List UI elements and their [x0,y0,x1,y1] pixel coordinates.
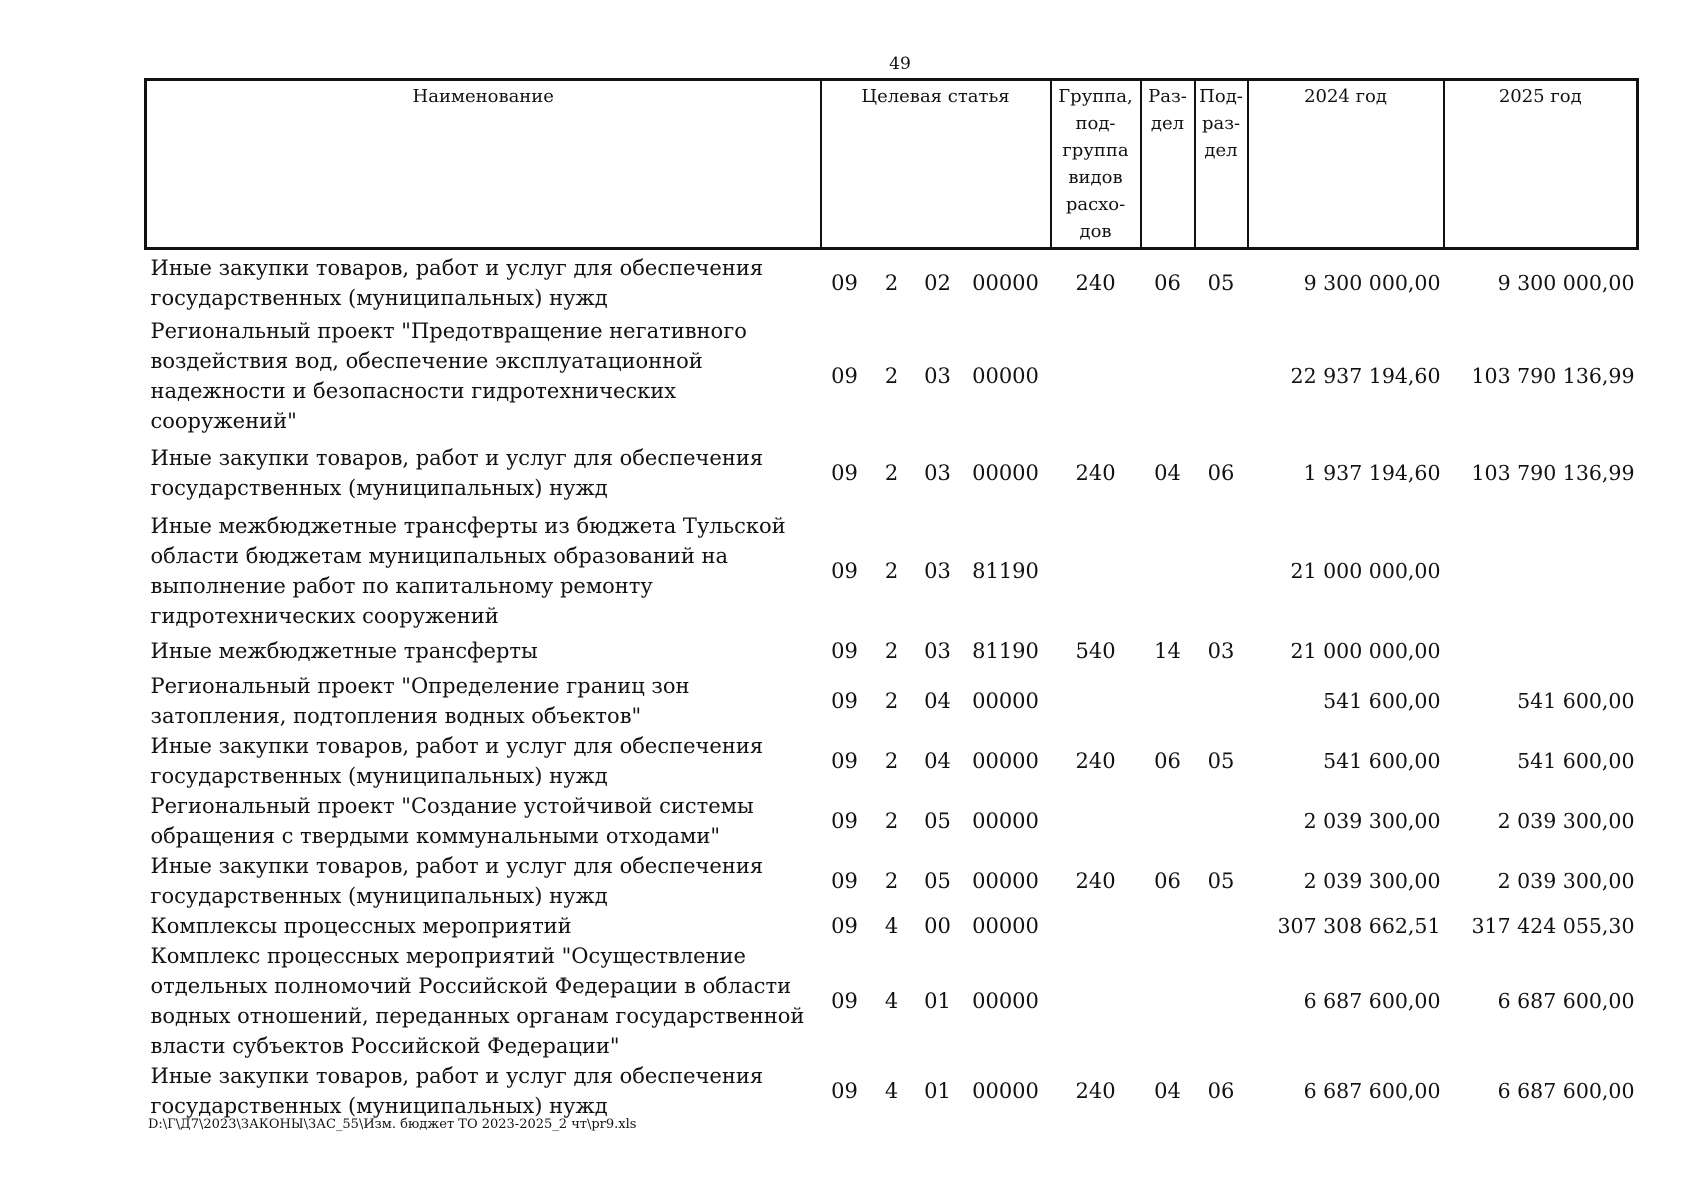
row-amount-2025: 9 300 000,00 [1497,270,1635,295]
row-target-event: 05 [924,868,951,893]
row-subsection [1195,511,1248,631]
row-amount-2024: 21 000 000,00 [1290,638,1441,663]
row-target-event: 04 [924,688,951,713]
row-group: 240 [1075,461,1116,485]
row-target-event: 05 [924,808,951,833]
row-target-program: 09 [831,638,858,663]
row-amount-2024: 2 039 300,00 [1303,868,1441,893]
row-section [1141,941,1195,1061]
row-group: 240 [1075,868,1116,893]
row-target-direction: 00000 [972,913,1039,938]
row-subsection: 03 [1207,638,1235,663]
row-subsection [1195,316,1248,436]
row-name: Иные закупки товаров, работ и услуг для обеспечения государственных (муниципальных) нужд [150,853,764,908]
row-name: Иные межбюджетные трансферты из бюджета Тульской области бюджетам муниципальных образований на выполнение работ по капитальному ремонту гидротехнических сооружений [150,513,786,628]
row-amount-2025: 2 039 300,00 [1497,808,1635,833]
row-section [1141,791,1195,851]
row-section: 06 [1154,270,1181,295]
row-target-program: 09 [831,558,858,583]
row-amount-2024: 307 308 662,51 [1277,913,1441,938]
row-target-event: 03 [924,363,951,388]
row-name: Иные межбюджетные трансферты [150,638,538,663]
row-amount-2025 [1444,511,1638,631]
row-name: Иные закупки товаров, работ и услуг для обеспечения государственных (муниципальных) нужд [150,1063,764,1118]
row-target-direction: 81190 [972,558,1039,583]
row-amount-2024: 6 687 600,00 [1303,1078,1441,1103]
row-target-subprogram: 2 [884,270,899,295]
row-target-program: 09 [831,988,858,1013]
row-target-subprogram: 2 [884,363,899,388]
row-group [1051,671,1141,731]
row-subsection [1195,941,1248,1061]
row-target-program: 09 [831,808,858,833]
row-target-event: 02 [924,270,951,295]
row-amount-2024: 21 000 000,00 [1290,558,1441,583]
row-target-direction: 00000 [972,270,1039,295]
row-target-direction: 00000 [972,868,1039,893]
row-name: Иные закупки товаров, работ и услуг для обеспечения государственных (муниципальных) нужд [150,255,764,310]
row-section: 04 [1154,461,1181,485]
row-amount-2025: 317 424 055,30 [1471,913,1635,938]
header-group: Группа, под-группа видов расхо-дов [1051,80,1141,249]
row-amount-2025: 541 600,00 [1517,688,1635,713]
row-amount-2025: 541 600,00 [1517,748,1635,773]
row-amount-2024: 22 937 194,60 [1290,363,1441,388]
row-amount-2025: 6 687 600,00 [1497,988,1635,1013]
row-group: 240 [1075,748,1116,773]
row-target-program: 09 [831,363,858,388]
row-amount-2024: 1 937 194,60 [1303,461,1441,485]
row-target-direction: 00000 [972,808,1039,833]
row-group: 240 [1075,270,1116,295]
table-row [146,791,1638,851]
header-subsection: Под-раз-дел [1195,80,1248,249]
row-target-program: 09 [831,461,858,485]
row-target-program: 09 [831,913,858,938]
table-row [146,731,1638,791]
row-subsection [1195,671,1248,731]
row-amount-2024: 9 300 000,00 [1303,270,1441,295]
row-target-program: 09 [831,1078,858,1103]
row-group [1051,911,1141,941]
row-group [1051,941,1141,1061]
row-amount-2025: 6 687 600,00 [1497,1078,1635,1103]
row-amount-2024: 541 600,00 [1323,688,1441,713]
table-row [146,941,1638,1061]
row-section [1141,911,1195,941]
row-amount-2024: 541 600,00 [1323,748,1441,773]
row-subsection: 06 [1207,1078,1235,1103]
table-row [146,1061,1638,1121]
row-name: Иные закупки товаров, работ и услуг для обеспечения государственных (муниципальных) нужд [150,733,764,788]
header-2024: 2024 год [1248,80,1444,249]
row-target-subprogram: 4 [884,913,899,938]
table-row [146,511,1638,631]
row-target-event: 03 [924,558,951,583]
row-amount-2025: 103 790 136,99 [1471,363,1635,388]
row-target-direction: 00000 [972,1078,1039,1103]
row-group [1051,791,1141,851]
row-section: 14 [1154,638,1181,663]
table-row [146,249,1638,316]
row-target-direction: 00000 [972,363,1039,388]
page-number: 49 [889,54,911,74]
row-target-event: 01 [924,988,951,1013]
row-amount-2024: 2 039 300,00 [1303,808,1441,833]
row-target-subprogram: 2 [884,808,899,833]
footer-file-path: D:\Г\Д7\2023\ЗАКОНЫ\ЗАС_55\Изм. бюджет ТО 2023-2025_2 чт\pr9.xls [148,1117,637,1132]
row-subsection: 05 [1207,868,1235,893]
table-row [146,316,1638,436]
row-target-program: 09 [831,688,858,713]
table-row [146,436,1638,511]
row-subsection [1195,911,1248,941]
row-name: Региональный проект "Создание устойчивой системы обращения с твердыми коммунальными отходами" [150,793,754,848]
row-target-direction: 00000 [972,988,1039,1013]
row-section: 06 [1154,748,1181,773]
row-name: Комплекс процессных мероприятий "Осуществление отдельных полномочий Российской Федерации в области водных отношений, переданных органам государственной власти субъектов Российской Федерации" [150,943,805,1058]
row-group [1051,511,1141,631]
row-target-direction: 81190 [972,638,1039,663]
row-section: 06 [1154,868,1181,893]
row-target-event: 03 [924,638,951,663]
row-subsection: 05 [1207,270,1235,295]
row-amount-2025 [1444,631,1638,671]
row-amount-2024: 6 687 600,00 [1303,988,1441,1013]
header-name: Наименование [146,80,821,249]
row-subsection: 05 [1207,748,1235,773]
row-target-program: 09 [831,748,858,773]
row-target-program: 09 [831,270,858,295]
row-target-event: 04 [924,748,951,773]
row-target-program: 09 [831,868,858,893]
header-section: Раз-дел [1141,80,1195,249]
row-target-event: 00 [924,913,951,938]
row-amount-2025: 2 039 300,00 [1497,868,1635,893]
row-target-subprogram: 2 [884,688,899,713]
table-row [146,671,1638,731]
row-name: Региональный проект "Определение границ зон затопления, подтопления водных объектов" [150,673,690,728]
row-amount-2025: 103 790 136,99 [1471,461,1635,485]
table-row [146,851,1638,911]
row-name: Иные закупки товаров, работ и услуг для обеспечения государственных (муниципальных) нужд [150,446,764,500]
row-target-subprogram: 2 [884,461,899,485]
row-group: 540 [1075,638,1116,663]
table-header-row [146,80,1638,249]
row-target-subprogram: 4 [884,988,899,1013]
row-subsection [1195,791,1248,851]
row-target-direction: 00000 [972,461,1039,485]
row-target-subprogram: 2 [884,748,899,773]
row-section: 04 [1154,1078,1181,1103]
row-target-direction: 00000 [972,688,1039,713]
row-target-subprogram: 2 [884,558,899,583]
header-target: Целевая статья [821,80,1051,249]
row-subsection: 06 [1207,461,1235,485]
row-target-subprogram: 2 [884,868,899,893]
row-target-direction: 00000 [972,748,1039,773]
row-name: Региональный проект "Предотвращение негативного воздействия вод, обеспечение эксплуатационной надежности и безопасности гидротехнических сооружений" [150,318,747,433]
row-section [1141,511,1195,631]
row-section [1141,671,1195,731]
header-2025: 2025 год [1444,80,1638,249]
table-row [146,911,1638,941]
row-name: Комплексы процессных мероприятий [150,913,572,938]
row-target-subprogram: 4 [884,1078,899,1103]
row-target-subprogram: 2 [884,638,899,663]
row-section [1141,316,1195,436]
budget-table [144,78,1639,1121]
row-target-event: 01 [924,1078,951,1103]
row-group [1051,316,1141,436]
table-row [146,631,1638,671]
row-target-event: 03 [924,461,951,485]
row-group: 240 [1075,1078,1116,1103]
